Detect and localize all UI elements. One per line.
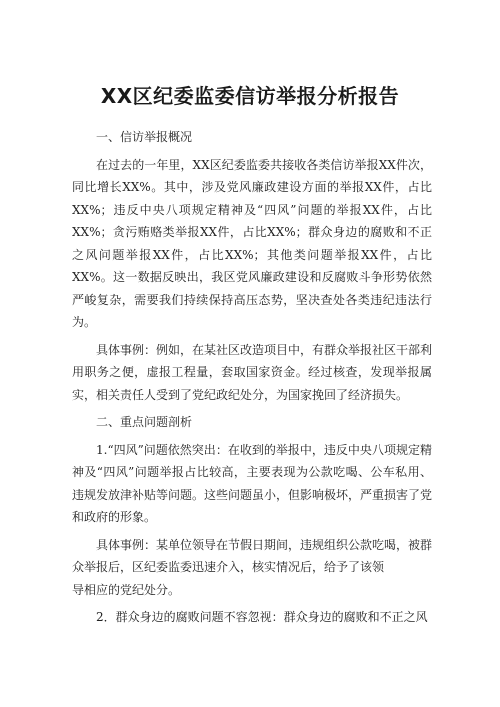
paragraph-overview: 在过去的一年里，XX区纪委监委共接收各类信访举报XX件次，同比增长XX%。其中，涉及党风廉政建设方面的举报XX件，占比XX%；违反中央八项规定精神及“四风”问题的举报XX件，占比XX%；贪污贿赂类举报XX件，占比XX%；群众身边的腐败和不正之风问题举报XX件，占比XX%；其他类问题举报XX件，占比XX%。这一数据反映出，我区党风廉政建设和反腐败斗争形势依然严峻复杂，需要我们持续保持高压态势，坚决查处各类违纪违法行为。 xyxy=(72,157,432,329)
section-heading-analysis: 二、重点问题剖析 xyxy=(96,415,193,429)
paragraph-line: 众举报后，区纪委监委迅速介入，核实情况后，给予了该领 xyxy=(72,560,385,574)
paragraph-grassroots-corruption: 2．群众身边的腐败问题不容忽视：群众身边的腐败和不正之风 xyxy=(96,610,428,624)
paragraph-four-winds: 1.“四风”问题依然突出：在收到的举报中，违反中央八项规定精神及“四风”问题举报占比较高，主要表现为公款吃喝、公车私用、违规发放津补贴等问题。这些问题虽小，但影响极坏，严重损害了党和政府的形象。 xyxy=(72,442,433,524)
document-body xyxy=(72,126,432,634)
paragraph-line: 具体事例：某单位领导在节假日期间，违规组织公款吃喝，被群 xyxy=(96,537,433,552)
paragraph-example-leader xyxy=(72,534,432,602)
paragraph-example-community: 具体事例：例如，在某社区改造项目中，有群众举报社区干部利用职务之便，虚报工程量，套取国家资金。经过核查，发现举报属实，相关责任人受到了党纪政纪处分，为国家挽回了经济损失。 xyxy=(72,342,433,402)
paragraph-line: 导相应的党纪处分。 xyxy=(72,582,181,597)
section-heading-overview: 一、信访举报概况 xyxy=(96,130,193,144)
document-title: XX区纪委监委信访举报分析报告 xyxy=(100,84,400,108)
